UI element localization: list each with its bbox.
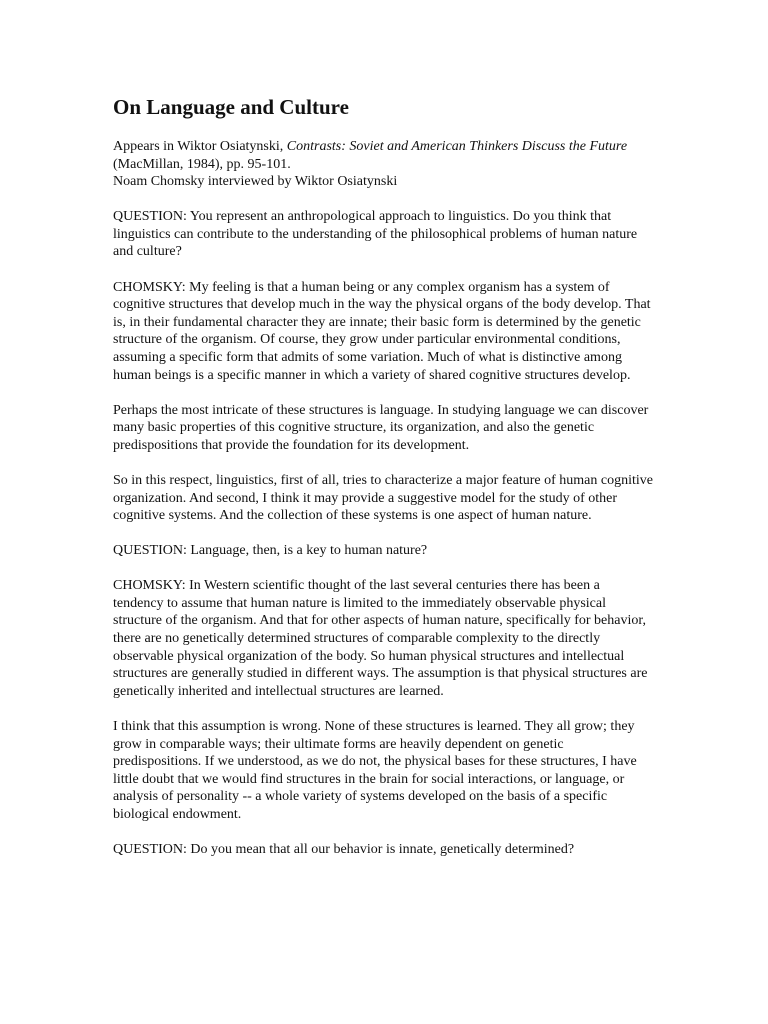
paragraph-question-3: QUESTION: Do you mean that all our behavior is innate, genetically determined? [113,842,575,857]
document-title: On Language and Culture [113,95,349,119]
paragraph-answer-1c: So in this respect, linguistics, first of all, tries to characterize a major feature of human cognitive organization. And second, I think it may provide a suggestive model for the study of other cognitive systems. And the collection of these systems is one aspect of human nature. [113,472,653,524]
paragraph-question-2: QUESTION: Language, then, is a key to human nature? [113,543,428,559]
paragraph-question-1: QUESTION: You represent an anthropological approach to linguistics. Do you think that linguistics can contribute to the understanding of the philosophical problems of human nature and culture? [113,209,638,260]
paragraph-answer-2: CHOMSKY: In Western scientific thought of the last several centuries there has been a tendency to assume that human nature is limited to the immediately observable physical structure of the organism. And that for other aspects of human nature, specifically for behavior, there are no genetically determined structures of comparable complexity to the directly observable physical organization of the body. So human physical structures and intellectual structures are generally studied in different ways. The assumption is that physical structures are genetically inherited and intellectual structures are learned. [113,578,648,699]
citation [113,138,653,191]
citation-prefix: Appears in Wiktor Osiatynski, [113,139,287,154]
paragraph-answer-1: CHOMSKY: My feeling is that a human being or any complex organism has a system of cognitive structures that develop much in the way the physical organs of the body develop. That is, in their fundamental character they are innate; their basic form is determined by the genetic structure of the organism. Of course, they grow under particular environmental conditions, assuming a specific form that admits of some variation. Much of what is distinctive among human beings is a specific manner in which a variety of shared cognitive structures develop. [113,279,651,383]
document-page [113,94,653,876]
paragraph-answer-1b: Perhaps the most intricate of these structures is language. In studying language we can discover many basic properties of this cognitive structure, its organization, and also the genetic predispositions that provide the foundation for its development. [113,402,649,453]
paragraph-answer-2b: I think that this assumption is wrong. None of these structures is learned. They all grow; they grow in comparable ways; their ultimate forms are heavily dependent on genetic predispositions. If we understood, as we do not, the physical bases for these structures, I have little doubt that we would find structures in the brain for social interactions, or language, or analysis of personality -- a whole variety of systems developed on the basis of a specific biological endowment. [113,718,637,822]
citation-book-title: Contrasts: Soviet and American Thinkers Discuss the Future [286,139,628,154]
citation-suffix: (MacMillan, 1984), pp. 95-101. [113,156,291,172]
byline: Noam Chomsky interviewed by Wiktor Osiatynski [113,174,398,190]
